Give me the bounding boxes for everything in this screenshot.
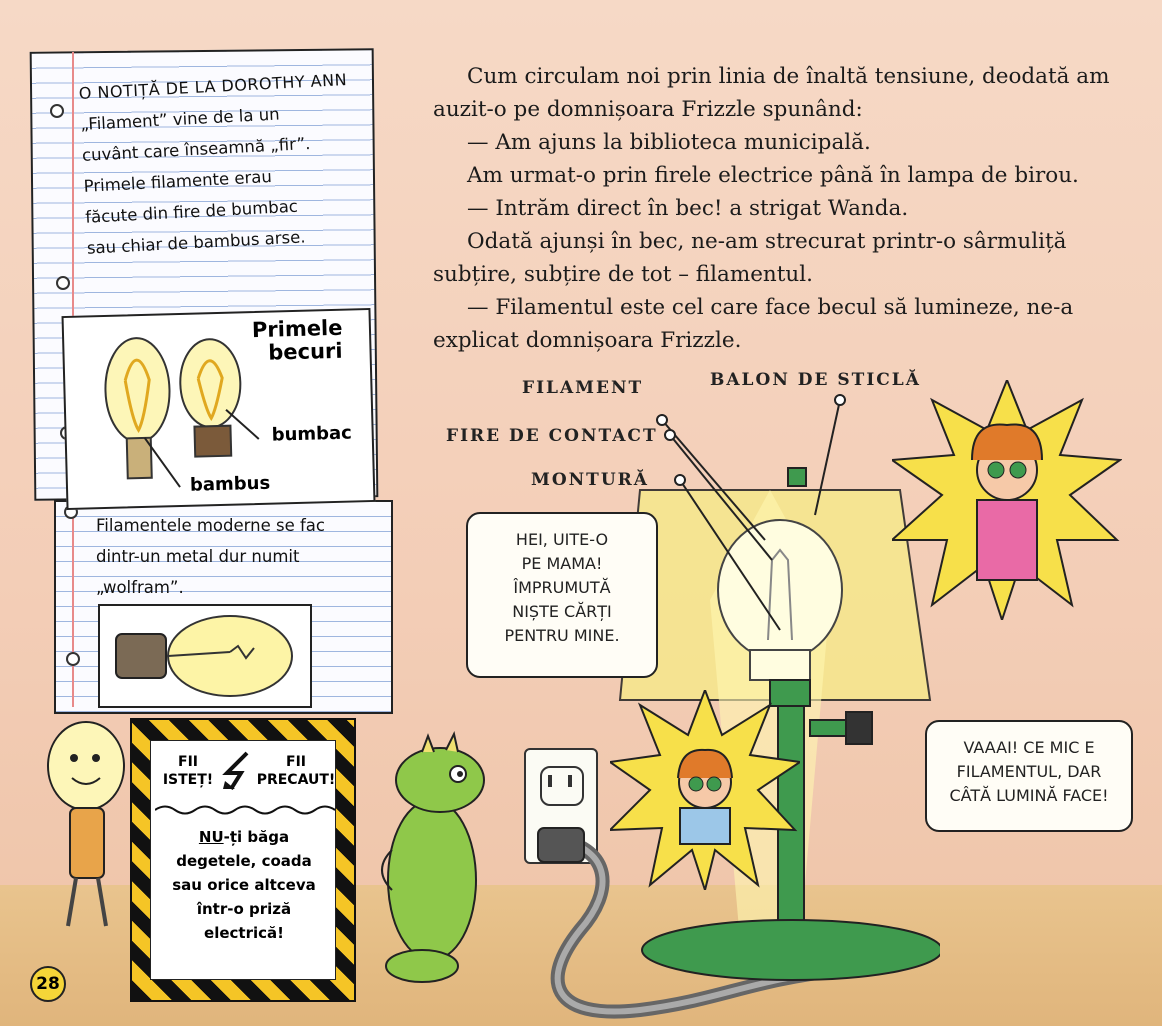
- bubble-line: CÂTĂ LUMINĂ FACE!: [949, 786, 1109, 805]
- warning-right-heading: [255, 753, 337, 789]
- bubble-line: VAAAI! CE MIC E: [963, 738, 1095, 757]
- lightning-bolt-icon: [219, 751, 259, 791]
- notebook-line: sau chiar de bambus arse.: [86, 227, 306, 258]
- modern-bulb-illustration: [100, 606, 306, 702]
- story-paragraph: Odată ajunși în bec, ne-am strecurat printr-o sârmuliță subțire, subțire de tot – filamentul.: [433, 229, 1067, 287]
- label-bumbac: bumbac: [271, 422, 353, 446]
- warning-heading-line: PRECAUT!: [256, 772, 336, 788]
- warning-heading-line: ISTEȚ!: [162, 772, 214, 788]
- warning-left-heading: [157, 753, 219, 789]
- story-paragraph: — Intrăm direct în bec! a strigat Wanda.: [467, 196, 909, 221]
- story-paragraph: — Filamentul este cel care face becul să lumineze, ne-a explicat domnișoara Frizzle.: [433, 295, 1074, 353]
- warning-body-line: degetele, coada: [176, 852, 312, 870]
- page-number: 28: [30, 966, 66, 1002]
- label-bambus: bambus: [189, 472, 271, 496]
- story-paragraph: Cum circulam noi prin linia de înaltă tensiune, deodată am auzit-o pe domnișoara Frizzle spunând:: [433, 64, 1110, 122]
- label-filament: FILAMENT: [522, 378, 644, 398]
- notebook-line: dintr-un metal dur numit: [96, 547, 300, 566]
- notebook-line: „wolfram”.: [96, 578, 184, 597]
- first-bulbs-title-line: becuri: [267, 338, 343, 365]
- warning-heading-line: FII: [286, 754, 306, 770]
- notebook-line: Filamentele moderne se fac: [96, 516, 325, 535]
- wavy-divider: [155, 803, 335, 817]
- notebook-hole: [66, 652, 80, 666]
- notebook-text: [78, 63, 377, 264]
- bubble-line: ÎMPRUMUTĂ: [513, 578, 611, 597]
- warning-body-underlined: NU: [198, 828, 224, 846]
- notebook-line: Primele filamente erau: [83, 167, 273, 196]
- bubble-line: NIȘTE CĂRȚI: [512, 602, 612, 621]
- notebook-modern-text: [96, 510, 386, 603]
- warning-body: [153, 825, 335, 945]
- warning-body-line: într-o priză: [196, 900, 292, 918]
- boy-in-glow-illustration: [610, 690, 800, 890]
- warning-body-line: electrică!: [204, 924, 284, 942]
- notebook-heading: O NOTIȚĂ DE LA DOROTHY ANN: [78, 69, 348, 103]
- safety-warning-panel: [150, 740, 336, 980]
- first-bulbs-card: [62, 308, 376, 510]
- bubble-line: PE MAMA!: [521, 554, 603, 573]
- bubble-line: FILAMENTUL, DAR: [956, 762, 1102, 781]
- notebook-line: „Filament” vine de la un: [79, 104, 281, 134]
- notebook-hole: [56, 276, 70, 290]
- label-contact-wires: FIRE DE CONTACT: [446, 426, 658, 446]
- bubble-line: PENTRU MINE.: [504, 626, 620, 645]
- modern-bulb-card: [98, 604, 312, 708]
- first-bulbs-title-line: Primele: [251, 315, 343, 343]
- notebook-line: cuvânt care înseamnă „fir”.: [81, 133, 311, 165]
- warning-body-line: sau orice altceva: [172, 876, 316, 894]
- speech-bubble-right: [925, 720, 1133, 832]
- bubble-line: HEI, UITE-O: [515, 530, 609, 549]
- girl-in-glow-illustration: [892, 380, 1122, 620]
- first-bulbs-title: [252, 317, 343, 365]
- safety-warning-sign: [130, 718, 356, 1002]
- lamp-illustration: [600, 380, 940, 990]
- notebook-hole: [50, 104, 64, 118]
- notebook-line: făcute din fire de bumbac: [84, 196, 299, 227]
- warning-heading-line: FII: [178, 754, 198, 770]
- story-paragraph: Am urmat-o prin firele electrice până în lampa de birou.: [467, 163, 1079, 188]
- story-paragraph: — Am ajuns la biblioteca municipală.: [467, 130, 871, 155]
- speech-bubble-left: [466, 512, 658, 678]
- warning-body-line: -ți băga: [223, 828, 290, 846]
- label-mount: MONTURĂ: [531, 470, 649, 490]
- label-glass: BALON DE STICLĂ: [710, 370, 921, 390]
- bulb-mascot-illustration: [36, 716, 136, 936]
- story-text: [433, 60, 1123, 357]
- lizard-illustration: [362, 730, 512, 990]
